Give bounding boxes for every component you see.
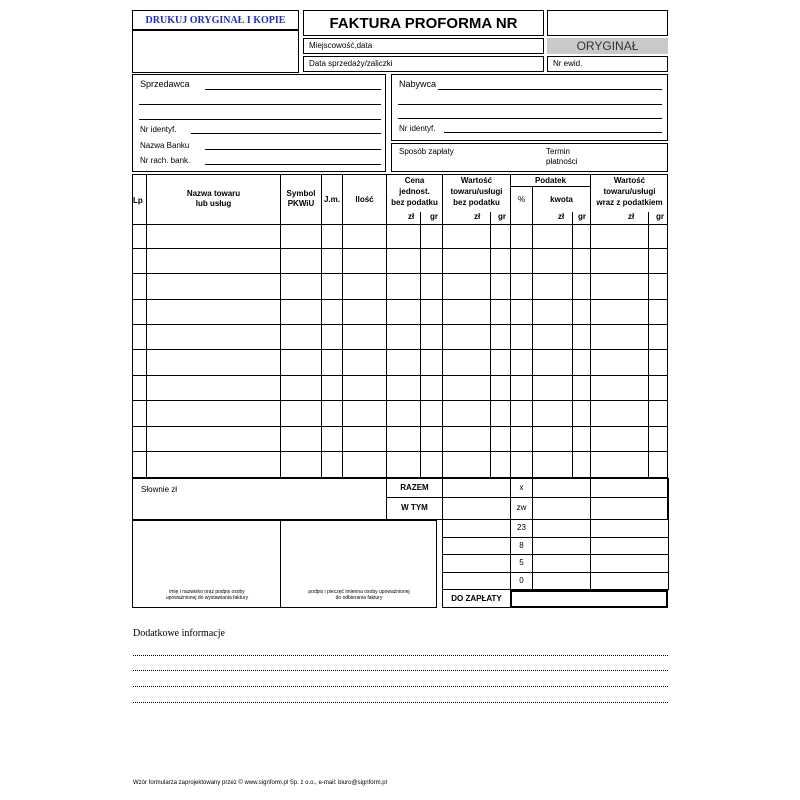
seller-address-line-1[interactable] <box>139 104 381 105</box>
rate-zw: zw <box>516 503 527 512</box>
additional-info-line-3[interactable] <box>133 686 668 687</box>
amount-in-words-box[interactable] <box>132 478 387 520</box>
place-date-label: Miejscowość,data <box>309 41 373 50</box>
col-price-header-1: Cena <box>404 176 425 185</box>
seller-id-label: Nr identyf. <box>140 125 177 134</box>
print-original-and-copies-button[interactable] <box>132 10 299 30</box>
sale-date-label: Data sprzedaży/zaliczki <box>309 59 393 68</box>
summary-row-divider <box>386 497 668 498</box>
col-name-header-2: lub usług <box>195 199 232 208</box>
table-row[interactable] <box>132 249 668 274</box>
vat-rows <box>442 520 668 590</box>
vat-row-divider-1 <box>442 537 668 538</box>
gross-gr-label: gr <box>656 212 664 221</box>
issuer-signature-box[interactable] <box>132 520 281 608</box>
additional-info-line-2[interactable] <box>133 670 668 671</box>
table-row[interactable] <box>132 452 668 478</box>
col-symbol-header-2: PKWiU <box>287 199 315 208</box>
tax-gr-label: gr <box>578 212 586 221</box>
col-tax-header: Podatek <box>534 176 567 185</box>
buyer-address-line-2[interactable] <box>398 118 662 119</box>
rate-23: 23 <box>517 523 526 532</box>
gross-zl-label: zł <box>628 212 635 221</box>
table-row[interactable] <box>132 376 668 401</box>
including-label: W TYM <box>401 503 428 512</box>
additional-info-line-4[interactable] <box>133 702 668 703</box>
invoice-number-field[interactable] <box>547 10 668 36</box>
rate-0: 0 <box>519 576 524 585</box>
logo-box <box>132 30 299 73</box>
col-value-header-3: bez podatku <box>453 198 500 207</box>
vat-row-divider-2 <box>442 554 668 555</box>
due-date-label-2: płatności <box>546 157 578 166</box>
table-row[interactable] <box>132 274 668 300</box>
table-row[interactable] <box>132 325 668 350</box>
seller-title: Sprzedawca <box>140 79 190 89</box>
record-number-label: Nr ewid. <box>553 59 583 68</box>
col-unit-header: J.m. <box>323 195 340 204</box>
col-value-header-1: Wartość <box>460 176 493 185</box>
total-label: RAZEM <box>400 483 429 492</box>
col-name-header-1: Nazwa towaru <box>186 189 241 198</box>
col-qty-header: Ilość <box>355 195 374 204</box>
buyer-address-line-1[interactable] <box>398 104 662 105</box>
tax-zl-label: zł <box>558 212 565 221</box>
value-gr-label: gr <box>498 212 506 221</box>
seller-account-label: Nr rach. bank. <box>140 156 191 165</box>
buyer-id-line[interactable] <box>444 132 662 133</box>
vat-row-divider-3 <box>442 572 668 573</box>
col-lp-header: Lp <box>133 196 143 205</box>
additional-info-label: Dodatkowe informacje <box>133 628 225 639</box>
amount-in-words-label: Słownie zł <box>141 485 178 494</box>
receiver-signature-box[interactable] <box>280 520 437 608</box>
buyer-id-label: Nr identyf. <box>399 124 436 133</box>
place-date-field[interactable] <box>303 38 544 54</box>
copy-type-label: ORYGINAŁ <box>576 39 639 53</box>
col-price-header-2: jednost. <box>399 187 430 196</box>
table-row[interactable] <box>132 224 668 249</box>
seller-section <box>132 74 386 172</box>
col-symbol-header-1: Symbol <box>286 189 316 198</box>
col-gross-header-2: towaru/usługi <box>603 187 656 196</box>
col-tax-pct-header: % <box>517 195 526 204</box>
total-tax-mark: x <box>519 483 524 492</box>
seller-bank-label: Nazwa Banku <box>140 141 190 150</box>
col-tax-amount-header: kwota <box>550 195 573 204</box>
table-row[interactable] <box>132 300 668 325</box>
col-price-header-3: bez podatku <box>391 198 438 207</box>
seller-id-line[interactable] <box>191 133 381 134</box>
print-button-label: DRUKUJ ORYGINAŁ I KOPIE <box>145 15 286 26</box>
payment-terms-section <box>391 143 668 172</box>
sale-date-field[interactable] <box>303 56 544 72</box>
price-zl-label: zł <box>408 212 415 221</box>
col-gross-header-1: Wartość <box>613 176 646 185</box>
tax-group-divider <box>510 186 590 187</box>
payment-method-label: Sposób zapłaty <box>399 147 454 156</box>
rate-5: 5 <box>519 558 524 567</box>
summary-col-5 <box>668 478 669 590</box>
buyer-title: Nabywca <box>399 79 437 89</box>
to-pay-amount-field[interactable] <box>510 590 668 608</box>
buyer-name-line[interactable] <box>438 89 662 90</box>
table-row[interactable] <box>132 401 668 427</box>
seller-bank-line[interactable] <box>205 149 381 150</box>
additional-info-line-1[interactable] <box>133 655 668 656</box>
seller-address-line-2[interactable] <box>139 119 381 120</box>
table-row[interactable] <box>132 427 668 452</box>
seller-account-line[interactable] <box>205 164 381 165</box>
buyer-section <box>391 74 668 141</box>
footer-credit: Wzór formularza zaprojektowany przez © www.signform.pl Sp. z o.o., e-mail: biuro@signform.pl <box>133 780 387 786</box>
title-box <box>303 10 544 36</box>
value-zl-label: zł <box>474 212 481 221</box>
to-pay-label: DO ZAPŁATY <box>451 594 502 603</box>
receiver-signature-caption: podpis i pieczęć imienna osoby upoważnionej do odbierania faktury <box>308 589 410 601</box>
price-gr-label: gr <box>430 212 438 221</box>
document-title: FAKTURA PROFORMA NR <box>329 15 518 32</box>
table-row[interactable] <box>132 350 668 376</box>
seller-name-line[interactable] <box>205 89 381 90</box>
rate-8: 8 <box>519 541 524 550</box>
col-gross-header-3: wraz z podatkiem <box>596 198 663 207</box>
col-value-header-2: towaru/usługi <box>450 187 503 196</box>
record-number-field[interactable] <box>547 56 668 72</box>
due-date-label-1: Termin <box>546 147 571 156</box>
copy-type-label-box <box>547 38 668 54</box>
issuer-signature-caption: imię i nazwisko oraz podpis osoby upoważnionej do wystawiania faktury <box>165 589 249 601</box>
